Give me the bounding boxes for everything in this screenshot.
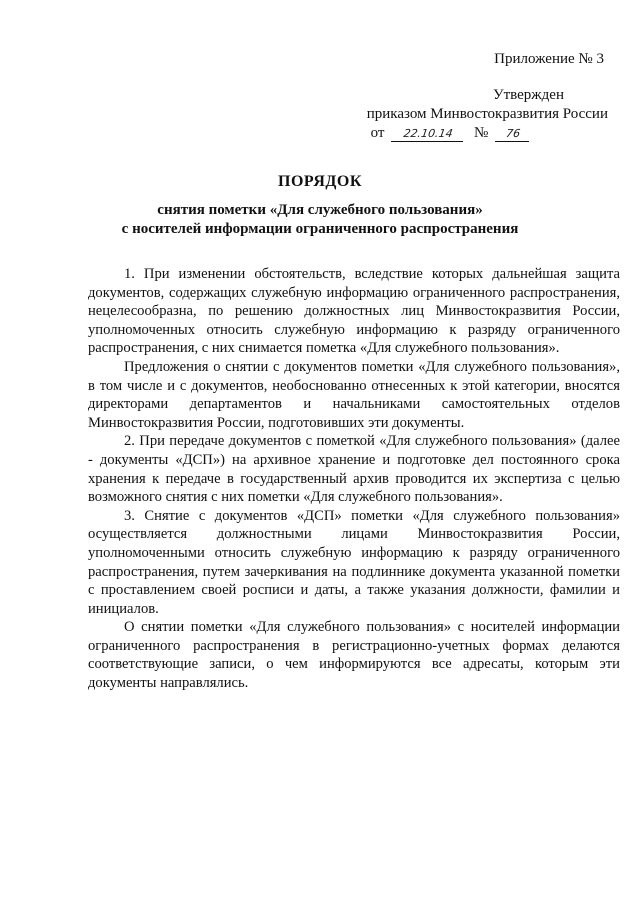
number-label: № xyxy=(473,125,489,141)
subtitle-line-1: снятия пометки «Для служебного пользования» xyxy=(157,202,483,218)
approval-block xyxy=(308,86,608,143)
appendix-label: Приложение № 3 xyxy=(494,51,604,67)
document-subtitle xyxy=(0,201,640,239)
from-label: от xyxy=(370,125,385,141)
paragraph-1: 1. При изменении обстоятельств, вследствие которых дальнейшая защита документов, содержащих служебную информацию ограниченного распространения, нецелесообразна, по решению должностных лиц Минвостокразвития России, уполномоченных относить служебную информацию к разряду ограниченного распространения, с них снимается пометка «Для служебного пользования». xyxy=(88,266,620,357)
handwritten-date: 22.10.14 xyxy=(391,127,465,142)
order-date-number xyxy=(308,124,530,143)
document-body xyxy=(88,265,620,693)
paragraph-4: 3. Снятие с документов «ДСП» пометки «Для служебного пользования» осуществляется должностными лицами Минвостокразвития России, уполномоченными относить служебную информацию к разряду ограниченного распространения, путем зачеркивания на подлиннике документа указанной пометки с проставлением своей росписи и даты, а также указания должности, фамилии и инициалов. xyxy=(88,507,620,617)
paragraph-5: О снятии пометки «Для служебного пользования» с носителей информации ограниченного распространения в регистрационно-учетных формах делаются соответствующие записи, о чем информируются все адресаты, которым эти документы направлялись. xyxy=(88,619,620,692)
handwritten-number: 76 xyxy=(495,127,531,142)
order-reference: приказом Минвостокразвития России xyxy=(366,106,608,122)
paragraph-3: 2. При передаче документов с пометкой «Для служебного пользования» (далее - документы «ДСП») на архивное хранение и подготовке дел постоянного срока хранения к передаче в государственный архив проводится их экспертиза с целью возможного снятия с них пометки «Для служебного пользования». xyxy=(88,433,620,506)
paragraph-2: Предложения о снятии с документов пометки «Для служебного пользования», в том числе и с документов, необоснованно отнесенных к этой категории, вносятся директорами департаментов и начальниками самостоятельных отделов Минвостокразвития России, подготовивших эти документы. xyxy=(88,358,620,431)
approved-label: Утвержден xyxy=(492,87,564,103)
subtitle-line-2: с носителей информации ограниченного распространения xyxy=(121,221,519,237)
document-title: ПОРЯДОК xyxy=(278,173,362,190)
